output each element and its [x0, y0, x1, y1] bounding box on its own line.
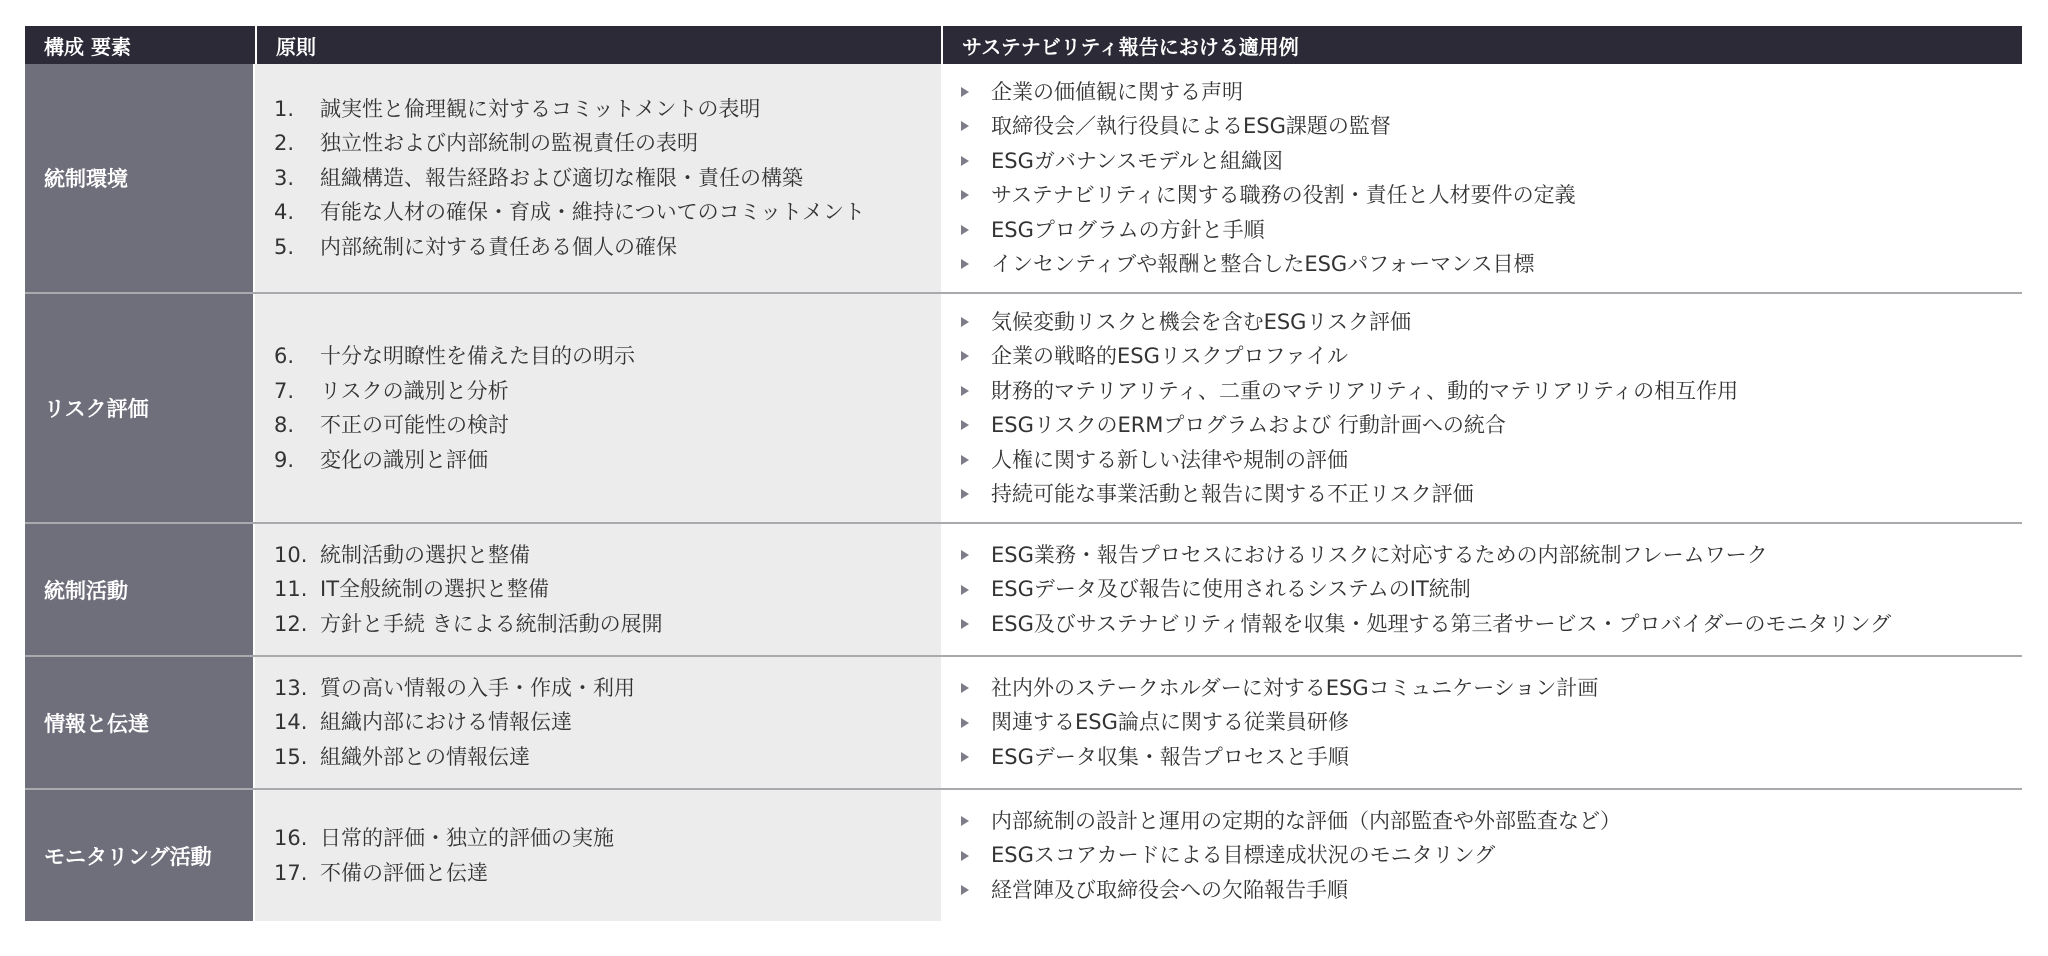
principle-text: 組織外部との情報伝達 — [320, 744, 530, 769]
example-text: ESGスコアカードによる目標達成状況のモニタリング — [991, 843, 1496, 868]
principle-number: 15. — [274, 744, 308, 769]
principle-text: IT全般統制の選択と整備 — [320, 577, 550, 602]
example-item — [961, 75, 2022, 110]
principle-text: 内部統制に対する責任ある個人の確保 — [320, 234, 677, 259]
principle-text: 組織構造、報告経路および適切な権限・責任の構築 — [320, 165, 803, 190]
table-row — [25, 294, 2022, 524]
example-text: ESGデータ収集・報告プロセスと手順 — [991, 744, 1349, 769]
principle-item — [274, 821, 941, 856]
principle-number: 2. — [274, 131, 295, 156]
example-item — [961, 607, 2022, 642]
principle-item — [274, 607, 941, 642]
principle-item — [274, 92, 941, 127]
example-text: 内部統制の設計と運用の定期的な評価（内部監査や外部監査など） — [991, 808, 1621, 833]
principle-number: 7. — [274, 378, 295, 403]
example-item — [961, 804, 2022, 839]
examples-cell — [941, 64, 2022, 292]
component-label: 情報と伝達 — [25, 657, 255, 788]
principles-cell — [255, 294, 941, 522]
example-item — [961, 144, 2022, 179]
principle-item — [274, 443, 941, 478]
example-item — [961, 838, 2022, 873]
example-item — [961, 247, 2022, 282]
component-label: モニタリング活動 — [25, 790, 255, 921]
principle-item — [274, 538, 941, 573]
principle-item — [274, 856, 941, 891]
principle-number: 4. — [274, 200, 295, 225]
example-item — [961, 705, 2022, 740]
example-text: 取締役会／執行役員によるESG課題の監督 — [991, 114, 1391, 138]
triangle-bullet-icon — [961, 683, 969, 693]
triangle-bullet-icon — [961, 87, 969, 97]
principle-item — [274, 408, 941, 443]
example-text: ESGリスクのERMプログラムおよび 行動計画への統合 — [991, 413, 1506, 437]
example-text: 財務的マテリアリティ、二重のマテリアリティ、動的マテリアリティの相互作用 — [991, 378, 1739, 403]
example-item — [961, 671, 2022, 706]
example-text: 気候変動リスクと機会を含むESGリスク評価 — [991, 309, 1412, 334]
table-row — [25, 657, 2022, 790]
principle-text: 変化の識別と評価 — [320, 447, 488, 472]
example-text: 社内外のステークホルダーに対するESGコミュニケーション計画 — [991, 675, 1599, 700]
principle-number: 14. — [274, 710, 308, 735]
principle-text: 有能な人材の確保・育成・維持についてのコミットメント — [320, 200, 865, 225]
header-component: 構成 要素 — [44, 34, 131, 59]
principle-item — [274, 705, 941, 740]
example-text: 企業の戦略的ESGリスクプロファイル — [991, 344, 1349, 368]
principle-text: 方針と手続 きによる統制活動の展開 — [320, 611, 663, 636]
principle-item — [274, 126, 941, 161]
principle-text: 独立性および内部統制の監視責任の表明 — [320, 131, 698, 156]
principle-item — [274, 339, 941, 374]
principle-text: 不備の評価と伝達 — [320, 860, 488, 885]
examples-cell — [941, 524, 2022, 655]
principle-item — [274, 195, 941, 230]
principle-item — [274, 572, 941, 607]
example-text: 企業の価値観に関する声明 — [991, 79, 1243, 104]
triangle-bullet-icon — [961, 259, 969, 269]
example-text: ESG及びサステナビリティ情報を収集・処理する第三者サービス・プロバイダーのモニタリング — [991, 611, 1892, 636]
triangle-bullet-icon — [961, 619, 969, 629]
principle-item — [274, 230, 941, 265]
principles-cell — [255, 524, 941, 655]
principle-text: 統制活動の選択と整備 — [320, 542, 530, 567]
header-examples: サステナビリティ報告における適用例 — [941, 26, 2022, 64]
principles-cell — [255, 64, 941, 292]
component-label: リスク評価 — [25, 294, 255, 522]
example-text: インセンティブや報酬と整合したESGパフォーマンス目標 — [991, 252, 1535, 276]
example-text: 持続可能な事業活動と報告に関する不正リスク評価 — [991, 482, 1474, 506]
triangle-bullet-icon — [961, 885, 969, 895]
example-text: 経営陣及び取締役会への欠陥報告手順 — [991, 877, 1348, 902]
principle-item — [274, 671, 941, 706]
table-row — [25, 524, 2022, 657]
principles-cell — [255, 657, 941, 788]
triangle-bullet-icon — [961, 550, 969, 560]
coso-esg-table — [25, 26, 2022, 921]
triangle-bullet-icon — [961, 156, 969, 166]
triangle-bullet-icon — [961, 121, 969, 131]
principle-item — [274, 374, 941, 409]
example-item — [961, 213, 2022, 248]
examples-cell — [941, 790, 2022, 921]
triangle-bullet-icon — [961, 351, 969, 361]
component-label: 統制活動 — [25, 524, 255, 655]
table-row — [25, 64, 2022, 294]
principle-number: 16. — [274, 826, 308, 850]
examples-cell — [941, 657, 2022, 788]
principle-number: 13. — [274, 675, 308, 700]
table-header — [25, 26, 2022, 64]
principle-item — [274, 161, 941, 196]
principles-cell — [255, 790, 941, 921]
triangle-bullet-icon — [961, 752, 969, 762]
triangle-bullet-icon — [961, 190, 969, 200]
principle-number: 1. — [274, 96, 295, 121]
triangle-bullet-icon — [961, 816, 969, 826]
principle-number: 8. — [274, 413, 295, 437]
example-item — [961, 374, 2022, 409]
example-item — [961, 740, 2022, 775]
principle-text: 質の高い情報の入手・作成・利用 — [320, 675, 635, 700]
example-text: ESG業務・報告プロセスにおけるリスクに対応するための内部統制フレームワーク — [991, 542, 1768, 567]
triangle-bullet-icon — [961, 585, 969, 595]
principle-number: 12. — [274, 611, 308, 636]
example-item — [961, 538, 2022, 573]
principle-text: 十分な明瞭性を備えた目的の明示 — [320, 344, 635, 368]
example-text: ESGデータ及び報告に使用されるシステムのIT統制 — [991, 577, 1471, 602]
example-item — [961, 477, 2022, 512]
principle-number: 6. — [274, 344, 295, 368]
principle-number: 5. — [274, 234, 295, 259]
example-item — [961, 572, 2022, 607]
principle-text: 不正の可能性の検討 — [320, 413, 509, 437]
table-body — [25, 64, 2022, 921]
example-item — [961, 443, 2022, 478]
principle-item — [274, 740, 941, 775]
examples-cell — [941, 294, 2022, 522]
example-text: ESGガバナンスモデルと組織図 — [991, 148, 1284, 173]
principle-number: 3. — [274, 165, 295, 190]
example-item — [961, 339, 2022, 374]
example-text: 人権に関する新しい法律や規制の評価 — [991, 447, 1348, 472]
principle-number: 10. — [274, 542, 308, 567]
table-row — [25, 790, 2022, 921]
principle-text: 日常的評価・独立的評価の実施 — [320, 826, 614, 850]
example-text: 関連するESG論点に関する従業員研修 — [991, 710, 1349, 735]
triangle-bullet-icon — [961, 225, 969, 235]
example-text: サステナビリティに関する職務の役割・責任と人材要件の定義 — [991, 183, 1576, 207]
example-item — [961, 109, 2022, 144]
triangle-bullet-icon — [961, 851, 969, 861]
principle-text: 組織内部における情報伝達 — [320, 710, 572, 735]
principle-number: 17. — [274, 860, 308, 885]
principle-text: 誠実性と倫理観に対するコミットメントの表明 — [320, 96, 761, 121]
example-item — [961, 873, 2022, 908]
example-item — [961, 178, 2022, 213]
triangle-bullet-icon — [961, 718, 969, 728]
example-item — [961, 408, 2022, 443]
principle-number: 11. — [274, 577, 308, 602]
example-item — [961, 305, 2022, 340]
triangle-bullet-icon — [961, 420, 969, 430]
principle-text: リスクの識別と分析 — [320, 378, 509, 403]
component-label: 統制環境 — [25, 64, 255, 292]
triangle-bullet-icon — [961, 489, 969, 499]
example-text: ESGプログラムの方針と手順 — [991, 217, 1265, 242]
triangle-bullet-icon — [961, 455, 969, 465]
principle-number: 9. — [274, 447, 295, 472]
triangle-bullet-icon — [961, 386, 969, 396]
triangle-bullet-icon — [961, 317, 969, 327]
header-principle: 原則 — [255, 26, 941, 64]
